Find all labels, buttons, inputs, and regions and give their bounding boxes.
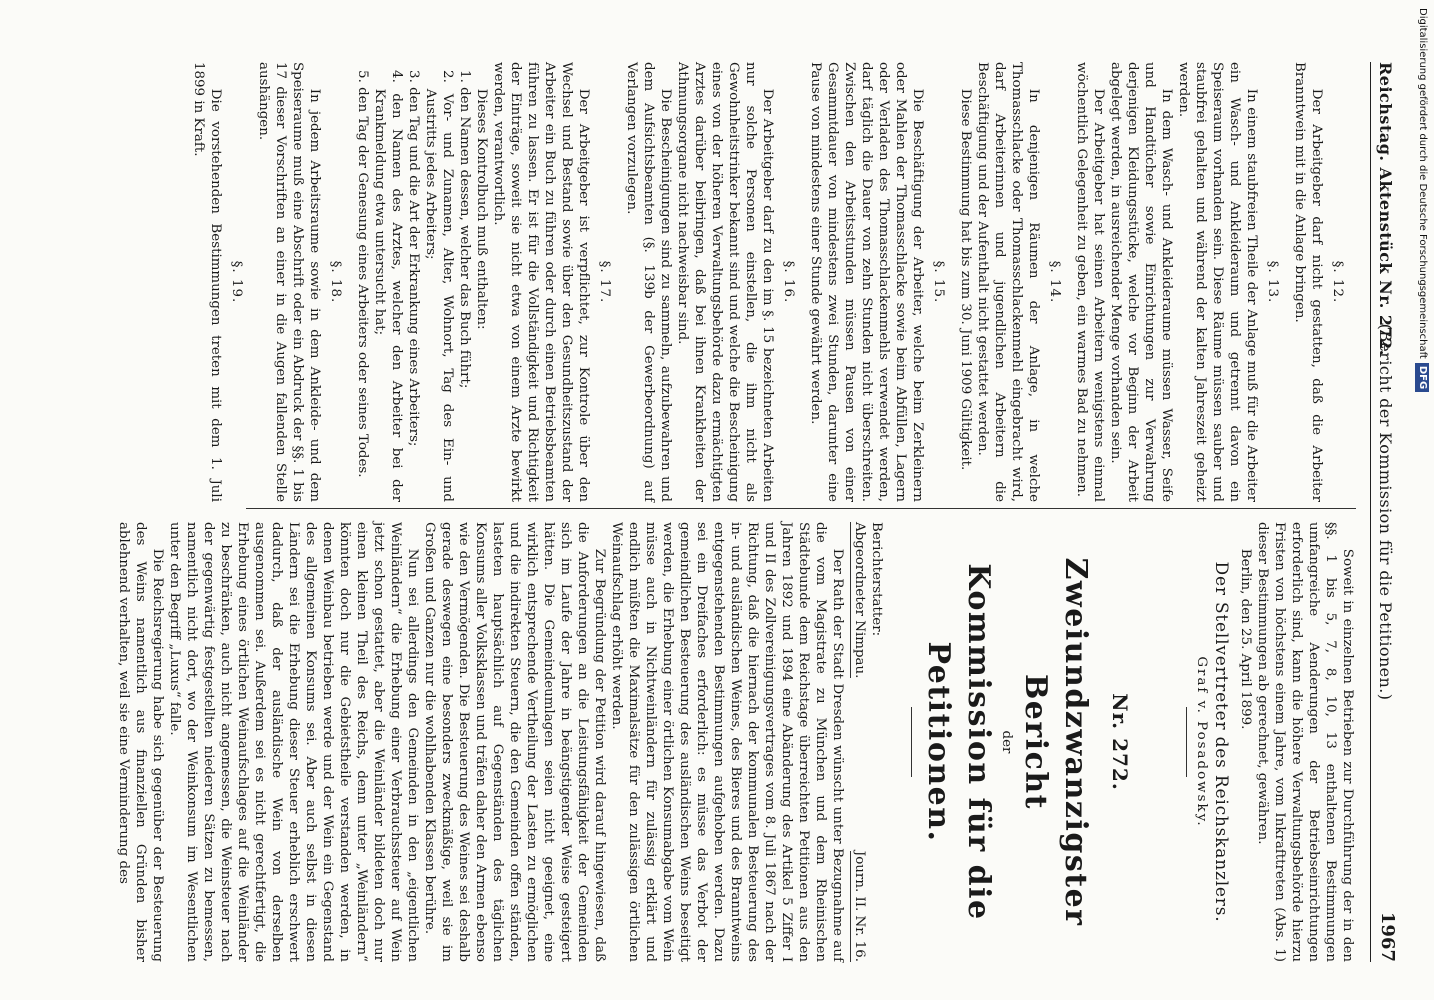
intro-paragraph: Soweit in einzelnen Betrieben zur Durchführung der in den §§. 1 bis 5, 7, 8, 10, 13 enthaltenen Bestimmungen umfangreiche Aenderungen der Betriebseinrichtungen erforderlich sind, kann die höhere Verwaltungsbehörde hierzu Fristen von höchstens einem Jahre, vom Inkrafttreten (Abs. 1) dieser Bestimmungen ab gerechnet, gewähren. [1255, 522, 1355, 962]
section-13-paragraph: In dem Wasch- und Ankleideraume müssen Wasser, Seife und Handtücher sowie Einrichtungen zur Verwahrung derjenigen Kleidungsstücke, welche vor Beginn der Arbeit abgelegt werden, in ausreichender Menge vorhanden sein. [1108, 62, 1174, 502]
reporter-block [850, 522, 885, 678]
dfg-logo: DFG [1415, 363, 1429, 392]
section-16-heading: §. 16. [781, 260, 796, 304]
right-column [116, 522, 1356, 962]
body-paragraph: Zur Begründung der Petition wird darauf hingewiesen, daß die Anforderungen an die Leistungsfähigkeit der Gemeinden sich im Laufe der Jahre in beängstigender Weise gesteigert hätten. Die Gemeindeumlagen seien nicht geeignet, eine wirklich entsprechende Vertheilung der Lasten zu ermöglichen und die indirekten Steuern, die den Gemeinden offen ständen, lasteten hauptsächlich auf Gegenständen des täglichen Konsums aller Volksklassen und träfen daher den Armen ebenso wie den Vermögenden. Die Besteuerung des Weines sei deshalb gerade deswegen eine besonders zweckmäßige, weil sie im Großen und Ganzen nur die wohlhabenden Klassen berühre. [422, 522, 607, 962]
document-number: Nr. 272. [1108, 693, 1132, 791]
body-paragraph: Der Rath der Stadt Dresden wünscht unter Bezugnahme auf die vom Magistrate zu München und dem Rheinischen Städtebunde dem Reichstage überreichten Petitionen aus den Jahren 1892 und 1894 eine Abänderung des Artikel 5 Ziffer I und II des Zollvereinigungsvertrages vom 8. Juli 1867 nach der Richtung, daß die hiernach der kommunalen Besteuerung des in- und ausländischen Weines, des Bieres und des Branntweins entgegenstehenden Bestimmungen aufgehoben werden. Dazu sei ein Dreifaches erforderlich: es müsse das Verbot der gemeindlichen Besteuerung des ausländischen Weins beseitigt werden, die Erhebung einer örtlichen Konsumabgabe vom Wein müsse auch in Nichtweinländern für zulässig erklärt und endlich müßten die Maximalsätze für den zulässigen örtlichen Weinaufschlag erhöht werden. [609, 522, 845, 962]
section-12-text: Der Arbeitgeber darf nicht gestatten, daß die Arbeiter Branntwein mit in die Anlage bringen. [1292, 62, 1324, 502]
section-14-paragraph: In denjenigen Räumen der Anlage, in welche Thomasschlacke oder Thomasschlackenmehl eingebracht wird, darf Arbeiterinnen und jugendlichen Arbeitern die Beschäftigung und der Aufenthalt nicht gestattet werden. [975, 62, 1041, 502]
section-13-paragraph: Der Arbeitgeber hat seinen Arbeitern wenigstens einmal wöchentlich Gelegenheit zu geben, ein warmes Bad zu nehmen. [1074, 62, 1106, 502]
section-12-heading: §. 12. [1330, 260, 1345, 304]
header-rule [1370, 62, 1371, 962]
report-title-der: der [999, 730, 1014, 754]
list-item: 1. den Namen dessen, welcher das Buch führt; [457, 70, 472, 389]
section-15-text: Die Beschäftigung der Arbeiter, welche beim Zerkleinern oder Mahlen der Thomasschlacke sowie beim Abfüllen, Lagern oder Verladen des Thomasschlackenmehls verwendet werden, darf täglich die Dauer von zehn Stunden nicht überschreiten. Zwischen den Arbeitsstunden müssen Pausen von einer Gesammtdauer von mindestens zwei Stunden, darunter eine Pause von mindestens einer Stunde gewährt werden. [808, 62, 925, 502]
section-17-heading: §. 17. [597, 260, 612, 304]
signature-name: Graf v. Posadowsky. [1194, 656, 1209, 828]
funding-text: Digitalisierung gefördert durch die Deutsche Forschungsgemeinschaft [1417, 8, 1428, 359]
place-date: Berlin, den 25. April 1899. [1238, 548, 1253, 730]
rotated-page-content [0, 30, 1400, 970]
list-item: 4. den Namen des Arztes, welcher den Arbeiter bei der Krankmeldung etwa untersucht hat; [372, 70, 404, 502]
separator-rule [911, 707, 912, 777]
page-number: 1967 [1377, 911, 1398, 962]
list-item: 5. den Tag der Genesung eines Arbeiters oder seines Todes. [355, 70, 370, 478]
section-15-heading: §. 15. [931, 260, 946, 304]
journal-reference: Journ. II. Nr. 16. [852, 850, 867, 962]
reporter-name: Abgeordneter Nimpau. [852, 522, 867, 679]
body-paragraph: Die Reichsregierung habe sich gegenüber der Besteuerung des Weins namentlich aus finanziellen Gründen bisher ablehnend verhalten, weil sie eine Verminderung des [116, 522, 165, 962]
section-13-heading: §. 13. [1265, 260, 1280, 304]
list-item: 2. Vor- und Zunamen, Alter, Wohnort, Tag des Ein- und Austritts jedes Arbeiters; [423, 70, 455, 502]
section-17-paragraph: Dieses Kontrolbuch muß enthalten: [474, 88, 489, 330]
commission-title: Kommission für die Petitionen. [921, 563, 996, 921]
section-14-heading: §. 14. [1047, 260, 1062, 304]
section-18-heading: §. 18. [328, 260, 343, 304]
column-divider [246, 508, 1356, 509]
header-center: (Bericht der Kommission für die Petitionen.) [1376, 323, 1395, 701]
list-item: 3. den Tag und die Art der Erkrankung eines Arbeiters; [406, 70, 421, 447]
section-18-text: In jedem Arbeitsraume sowie in dem Ankleide- und dem Speiseraume muß eine Abschrift oder ein Abdruck der §§. 1 bis 17 dieser Vorschriften an einer in die Augen fallenden Stelle aushängen. [256, 62, 322, 502]
signature-title: Der Stellvertreter des Reichskanzlers. [1211, 561, 1231, 923]
left-column [191, 62, 1356, 502]
page-header [1370, 62, 1400, 962]
section-19-text: Die vorstehenden Bestimmungen treten mit dem 1. Juli 1899 in Kraft. [191, 62, 223, 502]
separator-rule [1186, 707, 1187, 777]
funding-stamp-text [1412, 8, 1432, 568]
body-paragraph: Nun sei allerdings den Gemeinden in den „eigentlichen Weinländern“ die Erhebung einer Verbrauchssteuer auf Wein jetzt schon gestattet, aber die Weinländer bildeten doch nur einen kleinen Theil des Reichs, denn unter „Weinländern“ könnten doch nur die Gebietstheile verstanden werden, in denen Weinbau betrieben werde und der Wein ein Gegenstand des allgemeinen Konsums sei. Aber auch selbst in diesen Ländern sei die Erhebung dieser Steuer erheblich erschwert dadurch, daß der ausländische Wein von derselben ausgenommen sei. Außerdem sei es nicht gerechtfertigt, die Erhebung eines örtlichen Weinaufschlages auf die Weinländer zu beschränken, auch nicht angemessen, die Weinsteuer nach der gegenwärtig festgestellten niederen Sätzen zu bemessen, namentlich nicht dort, wo der Weinkonsum im Wesentlichen unter den Begriff „Luxus“ falle. [167, 522, 420, 962]
section-16-paragraph: Die Bescheinigungen sind zu sammeln, aufzubewahren und dem Aufsichtsbeamten (§. 139b der Gewerbeordnung) auf Verlangen vorzulegen. [624, 62, 673, 502]
funding-stamp [1412, 8, 1432, 568]
section-16-paragraph: Der Arbeitgeber darf zu den im §. 15 bezeichneten Arbeiten nur solche Personen einstellen, die ihm nicht als Gewohnheitstrinker bekannt sind und welche die Bescheinigung eines von der höheren Verwaltungsbehörde dazu ermächtigten Arztes darüber beibringen, daß bei ihnen Krankheiten der Athmungsorgane nicht nachweisbar sind. [675, 62, 775, 502]
report-title: Zweiundzwanzigster Bericht [1018, 557, 1093, 927]
header-left: Reichstag. Aktenstück Nr. 272. [1376, 62, 1395, 356]
section-17-paragraph: Der Arbeitgeber ist verpflichtet, zur Kontrole über den Wechsel und Bestand sowie über den Gesundheitszustand der Arbeiter ein Buch zu führen oder durch einen Betriebsbeamten führen zu lassen. Er ist für die Vollständigkeit und Richtigkeit der Einträge, soweit sie nicht etwa von einem Arzte bewirkt werden, verantwortlich. [491, 62, 591, 502]
reporter-line [850, 522, 885, 962]
section-13-paragraph: In einem staubfreien Theile der Anlage muß für die Arbeiter ein Wasch- und Ankleideraum und getrennt davon ein Speiseraum vorhanden sein. Diese Räume müssen sauber und staubfrei gehalten und während der kalten Jahreszeit geheizt werden. [1176, 62, 1259, 502]
section-14-paragraph: Diese Bestimmung hat bis zum 30. Juni 1909 Gültigkeit. [958, 88, 973, 471]
section-19-heading: §. 19. [229, 260, 244, 304]
reporter-label: Berichterstatter: [869, 522, 884, 637]
